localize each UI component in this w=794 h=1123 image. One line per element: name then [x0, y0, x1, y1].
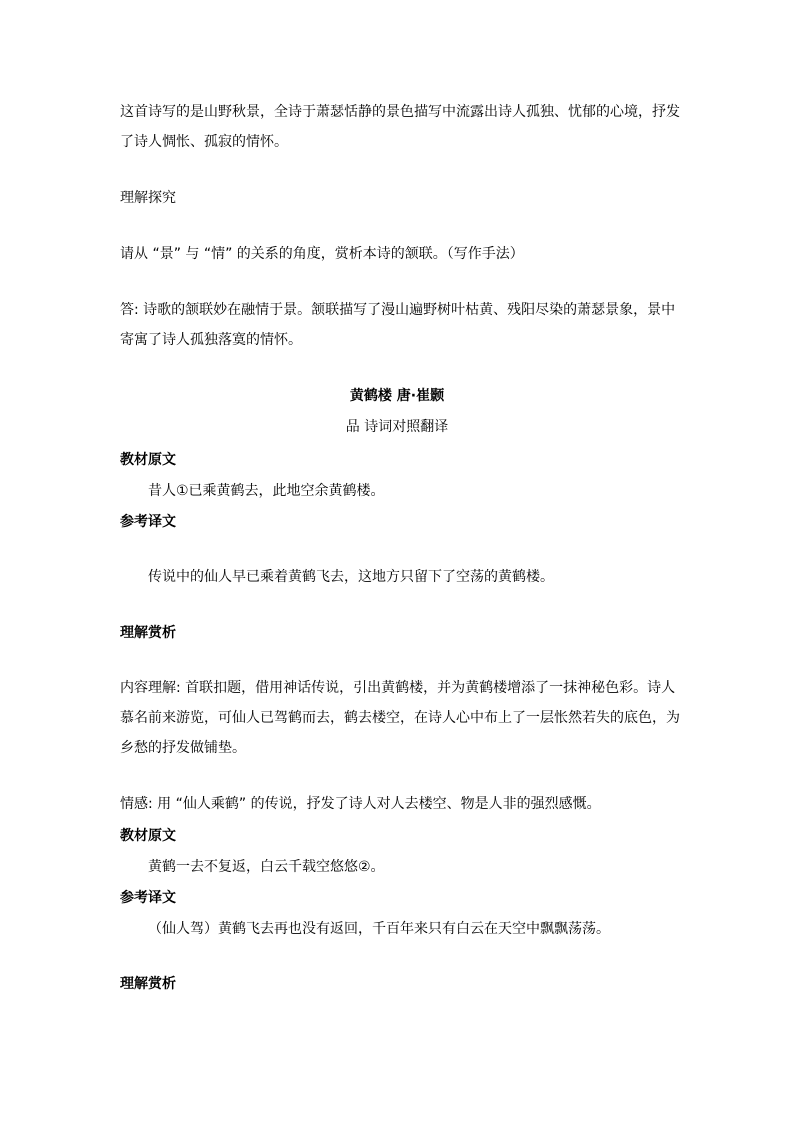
translation-text-2: （仙人驾）黄鹤飞去再也没有返回，千百年来只有白云在天空中飘飘荡荡。 [148, 921, 610, 937]
summary-line-1: 这首诗写的是山野秋景，全诗于萧瑟恬静的景色描写中流露出诗人孤独、忧郁的心境，抒发 [120, 104, 680, 120]
poem-subtitle: 品 诗词对照翻译 [345, 419, 449, 435]
original-label-1: 教材原文 [120, 452, 176, 468]
translation-label-2: 参考译文 [120, 890, 176, 906]
emotion-text: 情感: 用 “仙人乘鹤” 的传说，抒发了诗人对人去楼空、物是人非的强烈感慨。 [120, 796, 601, 812]
content-line-3: 乡愁的抒发做铺垫。 [120, 740, 246, 756]
answer-line-1: 答: 诗歌的颔联妙在融情于景。颔联描写了漫山遍野树叶枯黄、残阳尽染的萧瑟景象，景中 [120, 302, 676, 318]
content-line-1: 内容理解: 首联扣题，借用神话传说，引出黄鹤楼，并为黄鹤楼增添了一抹神秘色彩。诗人 [120, 680, 676, 696]
summary-line-2: 了诗人惆怅、孤寂的情怀。 [120, 134, 288, 150]
answer-line-2: 寄寓了诗人孤独落寞的情怀。 [120, 332, 302, 348]
content-line-2: 慕名前来游览，可仙人已驾鹤而去，鹤去楼空，在诗人心中布上了一层怅然若失的底色，为 [120, 710, 680, 726]
translation-label-1: 参考译文 [120, 514, 176, 530]
original-text-1: 昔人①已乘黄鹤去，此地空余黄鹤楼。 [148, 483, 385, 499]
analysis-label-1: 理解赏析 [120, 625, 176, 641]
section-heading-explore: 理解探究 [120, 190, 176, 206]
original-label-2: 教材原文 [120, 828, 176, 844]
poem-title: 黄鹤楼 唐·崔颢 [349, 388, 445, 404]
question-text: 请从 “景” 与 “情” 的关系的角度，赏析本诗的颔联。（写作手法） [120, 246, 524, 262]
analysis-label-2: 理解赏析 [120, 976, 176, 992]
original-text-2: 黄鹤一去不复返，白云千载空悠悠②。 [148, 859, 385, 875]
translation-text-1: 传说中的仙人早已乘着黄鹤飞去，这地方只留下了空荡的黄鹤楼。 [148, 569, 554, 585]
